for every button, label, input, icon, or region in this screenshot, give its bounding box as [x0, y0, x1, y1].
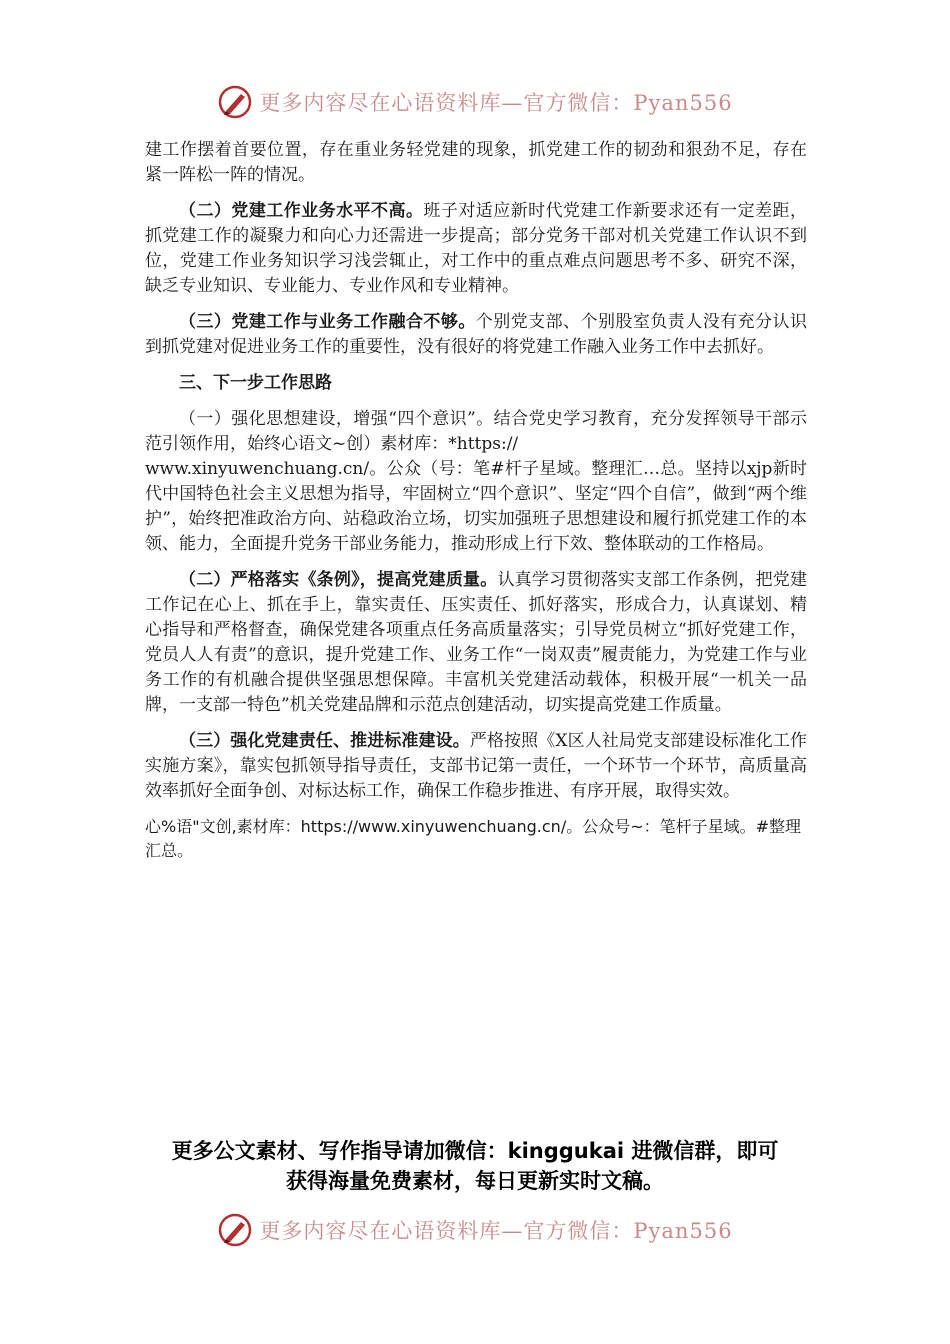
promo-line-2: 获得海量免费素材，每日更新实时文稿。 [286, 1169, 664, 1193]
paragraph-title: （三）强化党建责任、推进标准建设。 [179, 731, 470, 751]
watermark-footer [0, 1208, 950, 1252]
paragraph-3-2 [145, 568, 807, 718]
source-line: 心%语"文创,素材库：https://www.xinyuwenchuang.cn/。公众号~：笔杆子星域。#整理汇总。 [145, 817, 802, 860]
paragraph-2-2 [145, 199, 807, 299]
promo-line-1: 更多公文素材、写作指导请加微信：kinggukai 进微信群，即可 [171, 1139, 779, 1163]
watermark-text: 更多内容尽在心语资料库—官方微信：Pyan556 [259, 91, 733, 115]
paragraph-title: （三）党建工作与业务工作融合不够。 [179, 312, 476, 332]
document-body [145, 138, 807, 863]
paragraph-text: 个别党支部、个别股室负责人没有充分认识到抓党建对促进业务工作的重要性，没有很好的将党建工作融入业务工作中去抓好。 [145, 312, 808, 357]
paragraph-text: 班子对适应新时代党建工作新要求还有一定差距，抓党建工作的凝聚力和向心力还需进一步提高；部分党务干部对机关党建工作认识不到位，党建工作业务知识学习浅尝辄止，对工作中的重点难点问题思考不多、研究不深，缺乏专业知识、专业能力、专业作风和专业精神。 [145, 201, 808, 296]
paragraph-text: （一）强化思想建设，增强“四个意识”。结合党史学习教育，充分发挥领导干部示范引领作用，始终心语文~创）素材库：*https:// [145, 409, 807, 454]
paragraph-3-3 [145, 729, 807, 804]
watermark-header [0, 80, 950, 124]
pen-logo-icon [217, 84, 253, 120]
pen-logo-icon [217, 1212, 253, 1248]
section-heading: 三、下一步工作思路 [179, 373, 332, 393]
paragraph-title: （二）党建工作业务水平不高。 [179, 201, 424, 221]
paragraph-2-3 [145, 310, 807, 360]
paragraph-text: 认真学习贯彻落实支部工作条例，把党建工作记在心上、抓在手上，靠实责任、压实责任、抓好落实，形成合力，认真谋划、精心指导和严格督查，确保党建各项重点任务高质量落实；引导党员树立“抓好党建工作，党员人人有责”的意识，提升党建工作、业务工作“一岗双责”履责能力，为党建工作与业务工作的有机融合提供坚强思想保障。丰富机关党建活动载体，积极开展“一机关一品牌，一支部一特色”机关党建品牌和示范点创建活动，切实提高党建工作质量。 [145, 570, 808, 715]
paragraph-3-1 [145, 407, 807, 557]
promo-banner [0, 1136, 950, 1196]
paragraph-text: 严格按照《X区人社局党支部建设标准化工作实施方案》，靠实包抓领导指导责任，支部书记第一责任，一个环节一个环节，高质量高效率抓好全面争创、对标达标工作，确保工作稳步推进、有序开展，取得实效。 [145, 731, 807, 801]
paragraph-text: www.xinyuwenchuang.cn/。公众（号：笔#杆子星域。整理汇…总。坚持以xjp新时代中国特色社会主义思想为指导，牢固树立“四个意识”、坚定“四个自信”，做到“两个维护”，始终把准政治方向、站稳政治立场，切实加强班子思想建设和履行抓党建工作的本领、能力，全面提升党务干部业务能力，推动形成上行下效、整体联动的工作格局。 [145, 459, 807, 554]
paragraph-continuation: 建工作摆着首要位置，存在重业务轻党建的现象，抓党建工作的韧劲和狠劲不足，存在紧一阵松一阵的情况。 [145, 140, 807, 185]
watermark-text: 更多内容尽在心语资料库—官方微信：Pyan556 [259, 1219, 733, 1243]
paragraph-title: （二）严格落实《条例》，提高党建质量。 [179, 570, 498, 590]
